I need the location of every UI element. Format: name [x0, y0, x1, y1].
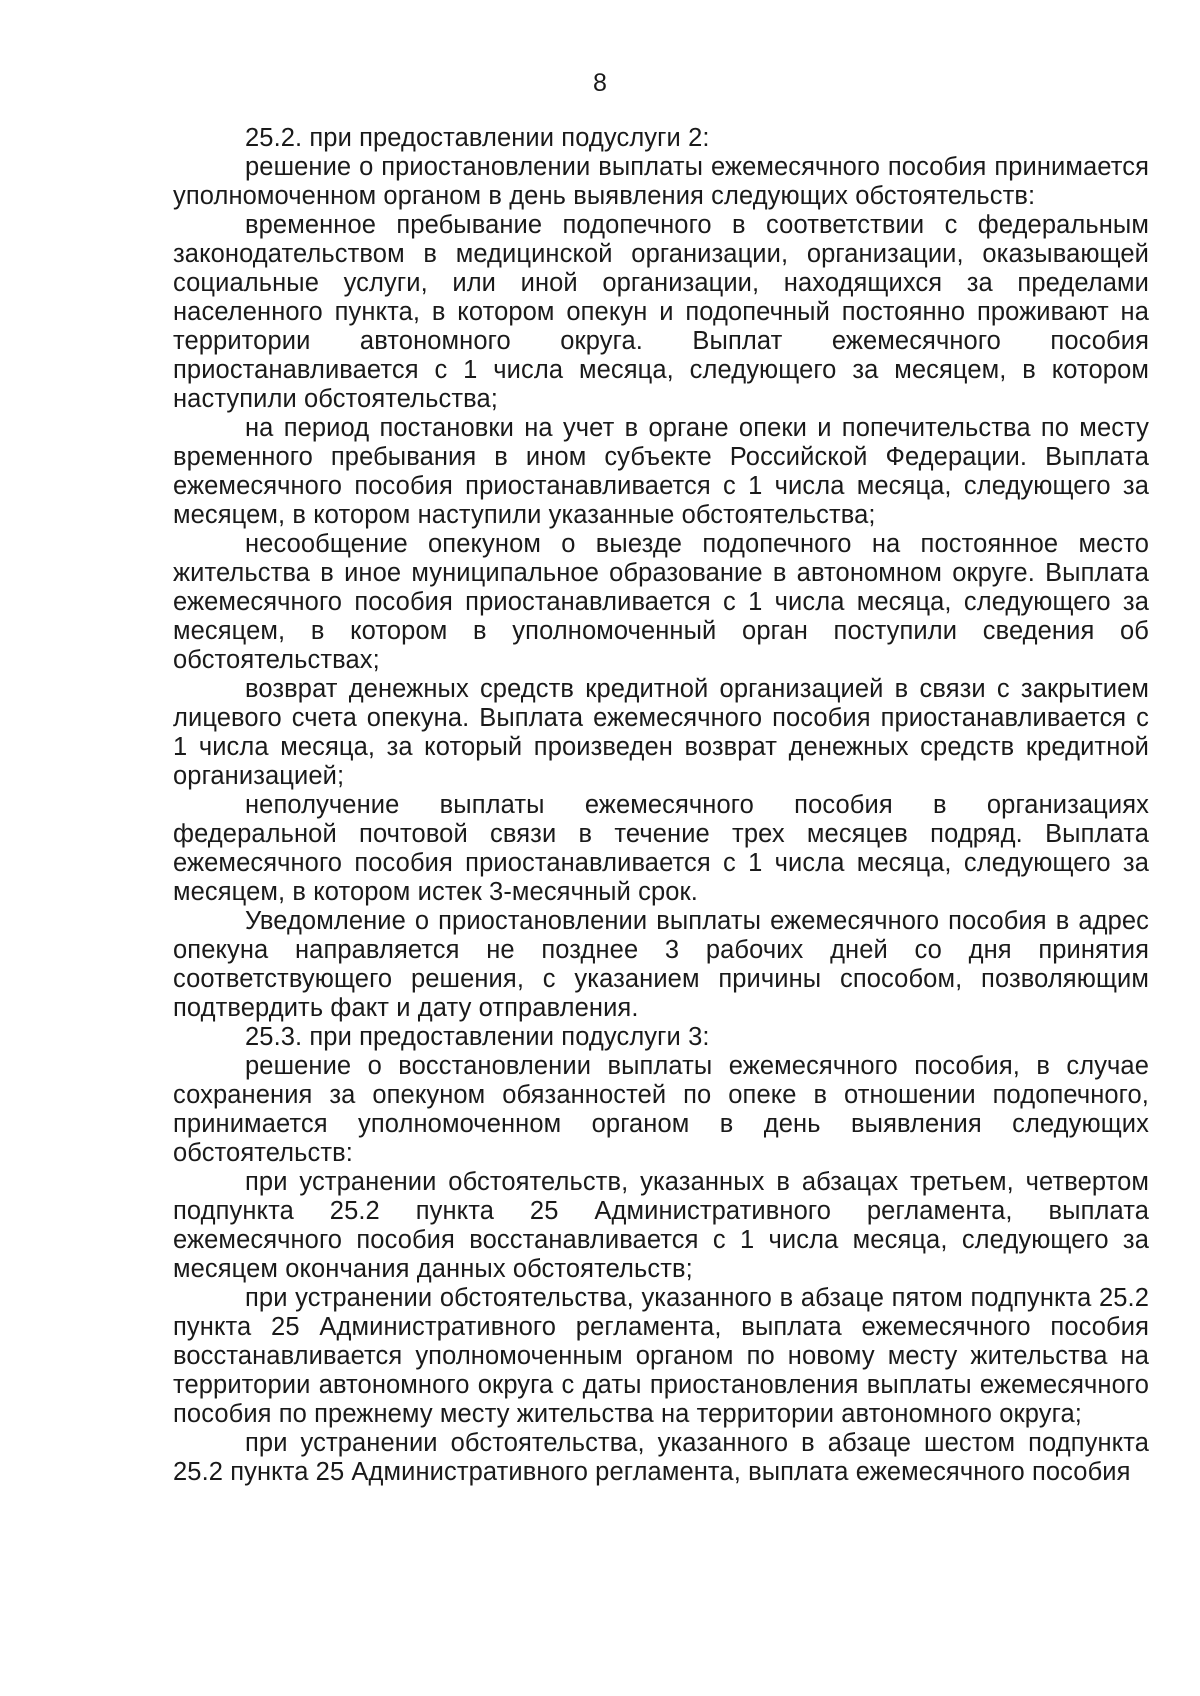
paragraph-funds-return: возврат денежных средств кредитной организацией в связи с закрытием лицевого счета опекуна. Выплата ежемесячного пособия приостанавливается с 1 числа месяца, за который произведен возврат денежных средств кредитной организацией;: [173, 675, 1149, 790]
paragraph-restoration-sixth: при устранении обстоятельства, указанного в абзаце шестом подпункта 25.2 пункта 25 Административного регламента, выплата ежемесячного пособия: [173, 1429, 1149, 1486]
paragraph-registration-period: на период постановки на учет в органе опеки и попечительства по месту временного пребывания в ином субъекте Российской Федерации. Выплата ежемесячного пособия приостанавливается с 1 числа месяца, следующего за месяцем, в котором наступили указанные обстоятельства;: [173, 414, 1149, 529]
paragraph-non-notification: несообщение опекуном о выезде подопечного на постоянное место жительства в иное муниципальное образование в автономном округе. Выплата ежемесячного пособия приостанавливается с 1 числа месяца, следующего за месяцем, в котором в уполномоченный орган поступили сведения об обстоятельствах;: [173, 530, 1149, 674]
paragraph-temporary-stay: временное пребывание подопечного в соответствии с федеральным законодательством в медицинской организации, организации, оказывающей социальные услуги, или иной организации, находящихся за пределами населенного пункта, в котором опекун и подопечный постоянно проживают на территории автономного округа. Выплат ежемесячного пособия приостанавливается с 1 числа месяца, следующего за месяцем, в котором наступили обстоятельства;: [173, 211, 1149, 413]
paragraph-suspension-notice: Уведомление о приостановлении выплаты ежемесячного пособия в адрес опекуна направляется не позднее 3 рабочих дней со дня принятия соответствующего решения, с указанием причины способом, позволяющим подтвердить факт и дату отправления.: [173, 907, 1149, 1022]
paragraph-restoration-decision: решение о восстановлении выплаты ежемесячного пособия, в случае сохранения за опекуном обязанностей по опеке в отношении подопечного, принимается уполномоченном органом в день выявления следующих обстоятельств:: [173, 1052, 1149, 1167]
paragraph-restoration-third-fourth: при устранении обстоятельств, указанных в абзацах третьем, четвертом подпункта 25.2 пункта 25 Административного регламента, выплата ежемесячного пособия восстанавливается с 1 числа месяца, следующего за месяцем окончания данных обстоятельств;: [173, 1168, 1149, 1283]
paragraph-subsection-25-3-heading: 25.3. при предоставлении подуслуги 3:: [245, 1023, 710, 1051]
paragraph-restoration-fifth: при устранении обстоятельства, указанного в абзаце пятом подпункта 25.2 пункта 25 Административного регламента, выплата ежемесячного пособия восстанавливается уполномоченным органом по новому месту жительства на территории автономного округа с даты приостановления выплаты ежемесячного пособия по прежнему месту жительства на территории автономного округа;: [173, 1284, 1149, 1428]
paragraph-subsection-25-2-heading: 25.2. при предоставлении подуслуги 2:: [245, 124, 710, 152]
page-number: 8: [593, 69, 607, 97]
paragraph-suspension-decision: решение о приостановлении выплаты ежемесячного пособия принимается уполномоченном органом в день выявления следующих обстоятельств:: [173, 153, 1149, 210]
document-body: [173, 124, 1149, 1487]
paragraph-non-receipt: неполучение выплаты ежемесячного пособия в организациях федеральной почтовой связи в течение трех месяцев подряд. Выплата ежемесячного пособия приостанавливается с 1 числа месяца, следующего за месяцем, в котором истек 3-месячный срок.: [173, 791, 1149, 906]
